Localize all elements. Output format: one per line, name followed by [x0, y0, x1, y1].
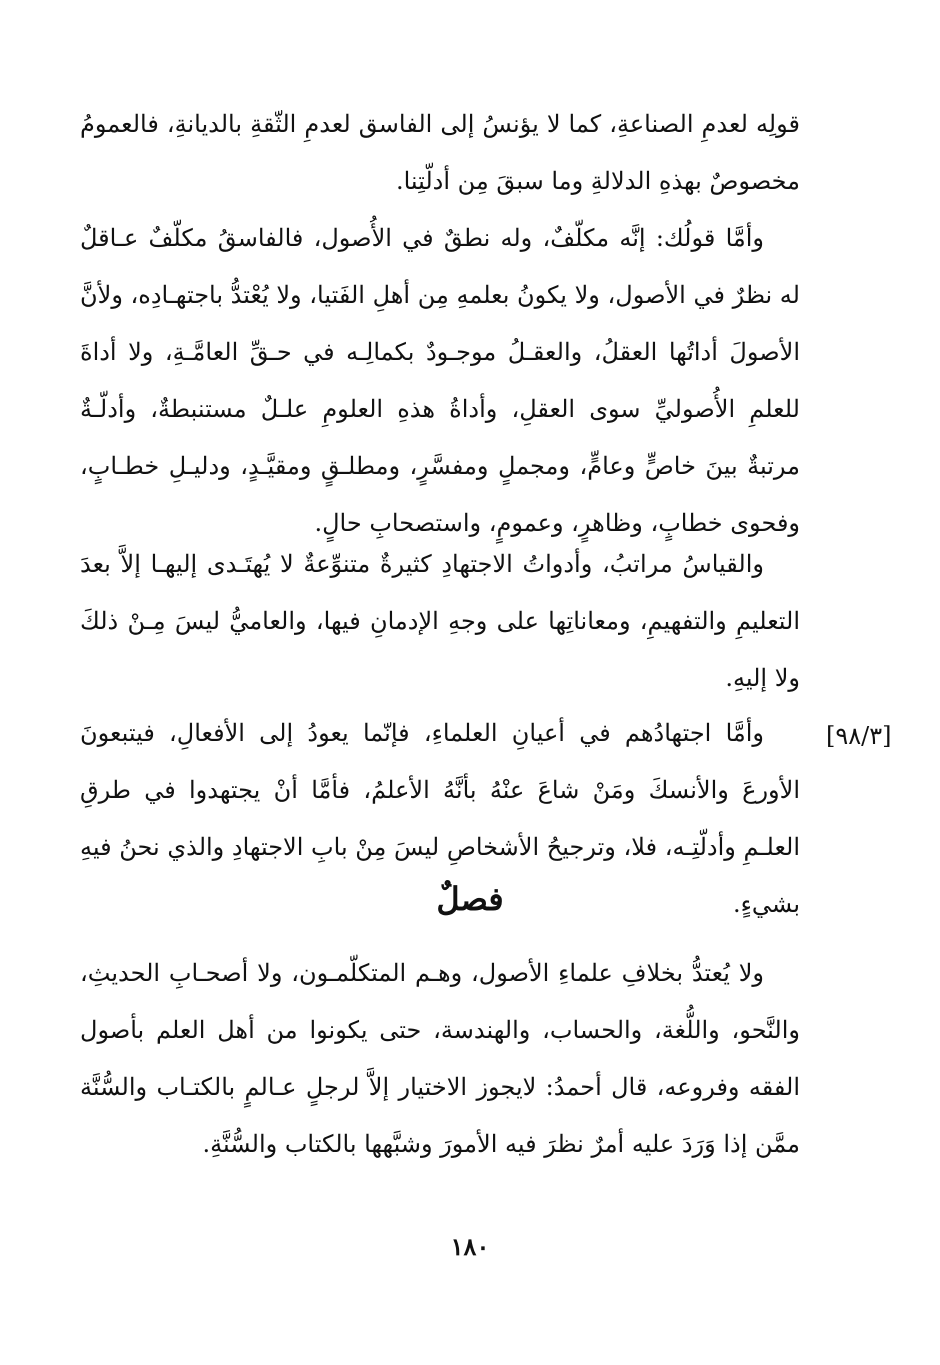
section-heading: فصلٌ — [436, 880, 504, 918]
paragraph-mukallaf: وأمَّا قولُك: إنَّه مكلّفٌ، وله نطقٌ في الأُصول، فالفاسقُ مكلّفٌ عـاقلٌ له نظرٌ في الأصول، ولا يكونُ بعلمهِ مِن أهلِ الفَتيا، ولا يُعْتدُّ باجتهـادِه، ولأنَّ الأصولَ أداتُها العقلُ، والعقـلُ موجـودٌ بكمالِـه في حـقِّ العامَّـةِ، ولا أداةَ للعلمِ الأُصوليِّ سوى العقلِ، وأداةُ هذهِ العلومِ علـلٌ مستنبطةٌ، وأدلّـةٌ مرتبةٌ بينَ خاصٍّ وعامٍّ، ومجملٍ ومفسَّرٍ، ومطلـقٍ ومقيَّـدٍ، ودليـلِ خطـابٍ، وفحوى خطابٍ، وظاهرٍ، وعمومٍ، واستصحابِ حالٍ. — [80, 224, 800, 537]
paragraph-continuation: قولِه لعدمِ الصناعةِ، كما لا يؤنسُ إلى الفاسق لعدمِ الثّقةِ بالديانةِ، فالعمومُ مخصوصٌ بهذهِ الدلالةِ وما سبقَ مِن أدلّتِنا. — [80, 110, 800, 195]
margin-volume-reference: [٩٨/٣] — [826, 722, 892, 750]
page-number: ١٨٠ — [450, 1232, 490, 1261]
paragraph-ijtihad-ulama: وأمَّا اجتهادُهم في أعيانِ العلماءِ، فإنّما يعودُ إلى الأفعالِ، فيتبعونَ الأورعَ والأنسكَ ومَنْ شاعَ عنْهُ بأنَّهُ الأعلمُ، فأمَّا أنْ يجتهدوا في طرقِ العلـمِ وأدلّتِـه، فلا، وترجيحُ الأشخاصِ ليسَ مِنْ بابِ الاجتهادِ والذي نحنُ فيهِ بشيءٍ. — [80, 719, 800, 918]
paragraph-qiyas: والقياسُ مراتبُ، وأدواتُ الاجتهادِ كثيرةٌ متنوِّعةٌ لا يُهتَـدى إليهـا إلاَّ بعدَ التعليمِ والتفهيمِ، ومعاناتِها على وجهِ الإدمانِ فيها، والعاميُّ ليسَ مِـنْ ذلكَ ولا إليهِ. — [80, 550, 800, 692]
paragraph-section-body: ولا يُعتدُّ بخلافِ علماءِ الأصول، وهـم المتكلّمـون، ولا أصحـابِ الحديثِ، والنَّحو، واللُّغة، والحساب، والهندسة، حتى يكونوا من أهل العلم بأصول الفقه وفروعه، قال أحمدُ: لايجوز الاختيار إلاَّ لرجلٍ عـالمٍ بالكتـاب والسُّنَّة ممَّن إذا وَرَدَ عليه أمرٌ نظرَ فيه الأمورَ وشبَّهها بالكتاب والسُّنَّةِ. — [80, 959, 800, 1158]
